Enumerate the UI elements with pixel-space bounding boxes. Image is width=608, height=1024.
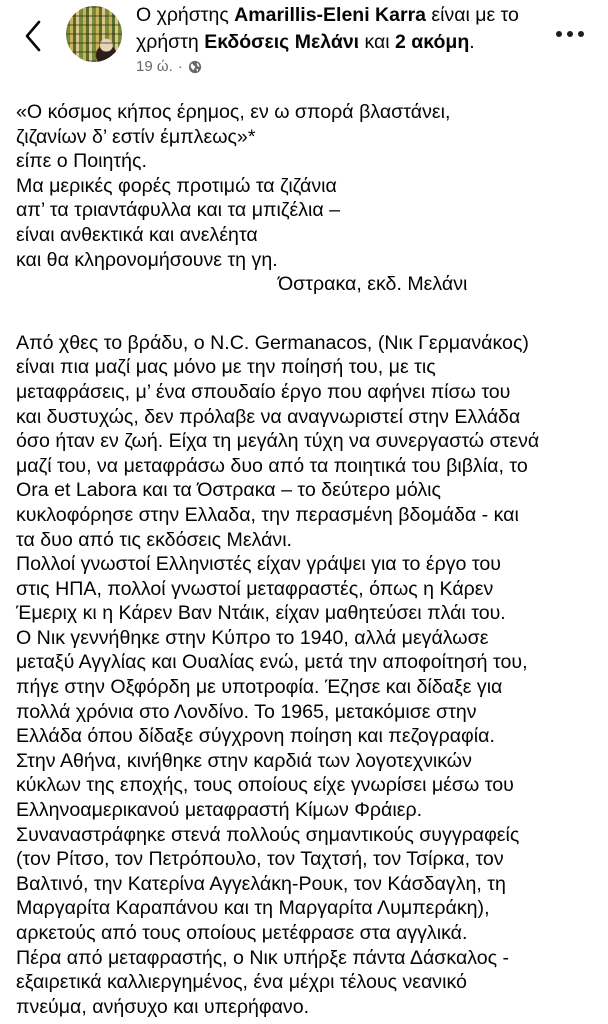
body-line: Πολλοί γνωστοί Ελληνιστές είχαν γράψει για το έργο του	[16, 553, 501, 576]
body-line: είναι πια μαζί μας μόνο με την ποίησή του, με τις	[16, 356, 436, 379]
title-text: και	[359, 31, 396, 53]
body-line: πολλά χρόνια στο Λονδίνο. Το 1965, μετακόμισε στην	[16, 700, 477, 723]
body-line: όσο ήταν εν ζωή. Είχα τη μεγάλη τύχη να συνεργαστώ στενά	[16, 430, 540, 453]
body-line: Πέρα από μεταφραστής, ο Νικ υπήρξε πάντα Δάσκαλος -	[16, 946, 510, 969]
body-line: Στην Αθήνα, κινήθηκε στην καρδιά των λογοτεχνικών	[16, 749, 472, 772]
post-title	[136, 2, 536, 56]
post-meta	[136, 58, 202, 75]
dot-icon	[556, 31, 562, 37]
poem-line: «Ο κόσμος κήπος έρημος, εν ω σπορά βλαστάνει,	[16, 101, 451, 123]
avatar[interactable]	[66, 6, 122, 62]
body-line: Συναναστράφηκε στενά πολλούς σημαντικούς συγγραφείς	[16, 823, 520, 846]
body-line: μεταφράσεις, μ’ ένα σπουδαίο έργο που αφήνει πίσω του	[16, 380, 511, 403]
title-text: Ο χρήστης	[136, 4, 235, 26]
others-link[interactable]: 2 ακόμη	[395, 31, 470, 53]
body-line: Έμεριχ κι η Κάρεν Βαν Ντάικ, είχαν μαθητεύσει πλάι του.	[16, 602, 506, 625]
dot-icon	[567, 31, 573, 37]
timestamp[interactable]: 19 ώ.	[136, 58, 173, 75]
body-line: Ora et Labora και τα Όστρακα – το δεύτερο μόλις	[16, 479, 441, 502]
chevron-left-icon	[20, 18, 48, 54]
poem-line: είναι ανθεκτικά και ανελέητα	[16, 223, 258, 246]
globe-icon	[188, 60, 202, 74]
body-line: κύκλων της εποχής, τους οποίους είχε γνωρίσει μέσω του	[16, 774, 514, 797]
body-line: αρκετούς από τους οποίους μετέφρασε στα αγγλικά.	[16, 922, 468, 944]
poem-signature: Όστρακα, εκδ. Μελάνι	[278, 273, 468, 296]
body-line: και δυστυχώς, δεν πρόλαβε να αναγνωριστεί στην Ελλάδα	[16, 405, 521, 428]
title-text: .	[469, 31, 475, 53]
back-button[interactable]	[20, 18, 48, 54]
body-line: Ο Νικ γεννήθηκε στην Κύπρο το 1940, αλλά μεγάλωσε	[16, 626, 489, 649]
author-link[interactable]: Amarillis-Eleni Karra	[234, 4, 427, 26]
poem-line: απ’ τα τριαντάφυλλα και τα μπιζέλια –	[16, 199, 341, 222]
poem-line: και θα κληρονομήσουνε τη γη.	[16, 248, 278, 271]
separator: ·	[177, 58, 183, 75]
dot-icon	[578, 31, 584, 37]
paragraph-gap	[16, 297, 602, 331]
more-options-button[interactable]	[556, 26, 592, 42]
title-text: είναι με το χρήστη	[136, 4, 519, 53]
body-line: κυκλοφόρησε στην Ελλαδα, την περασμένη βδομάδα - και	[16, 503, 519, 526]
body-line: στις ΗΠΑ, πολλοί γνωστοί μεταφραστές, όπως η Κάρεν	[16, 577, 494, 600]
body-line: Μαργαρίτα Καραπάνου και τη Μαργαρίτα Λυμπεράκη),	[16, 897, 490, 920]
body-line: πήγε στην Οξφόρδη με υποτροφία. Έζησε και δίδαξε για	[16, 676, 503, 699]
body-line: εξαιρετικά καλλιεργημένος, ένα μέχρι τέλους νεανικό	[16, 971, 467, 994]
body-line: Ελληνοαμερικανού μεταφραστή Κίμων Φράιερ.	[16, 799, 423, 822]
body-line: τα δυο από τις εκδόσεις Μελάνι.	[16, 528, 293, 551]
body-line: Βαλτινό, την Κατερίνα Αγγελάκη-Ρουκ, τον Κάσδαγλη, τη	[16, 872, 506, 895]
body-line: μαζί του, να μεταφράσω δυο από τα ποιητικά του βιβλία, το	[16, 454, 528, 477]
post-body	[16, 100, 602, 1019]
poem-line: είπε ο Ποιητής.	[16, 150, 147, 173]
body-line: Από χθες το βράδυ, ο N.C. Germanacos, (Νικ Γερμανάκος)	[16, 331, 529, 354]
body-line: πνεύμα, ανήσυχο και υπερήφανο.	[16, 995, 310, 1018]
poem-line: ζιζανίων δ’ εστίν έμπλεως»*	[16, 125, 256, 148]
poem-line: Μα μερικές φορές προτιμώ τα ζιζάνια	[16, 174, 337, 197]
body-line: (τον Ρίτσο, τον Πετρόπουλο, τον Ταχτσή, τον Τσίρκα, τον	[16, 848, 504, 871]
body-line: μεταξύ Αγγλίας και Ουαλίας ενώ, μετά την αποφοίτησή του,	[16, 651, 528, 674]
tagged-page-link[interactable]: Εκδόσεις Μελάνι	[204, 31, 360, 53]
body-line: Ελλάδα όπου δίδαξε σύγχρονη ποίηση και πεζογραφία.	[16, 725, 495, 748]
post-header	[0, 0, 608, 88]
